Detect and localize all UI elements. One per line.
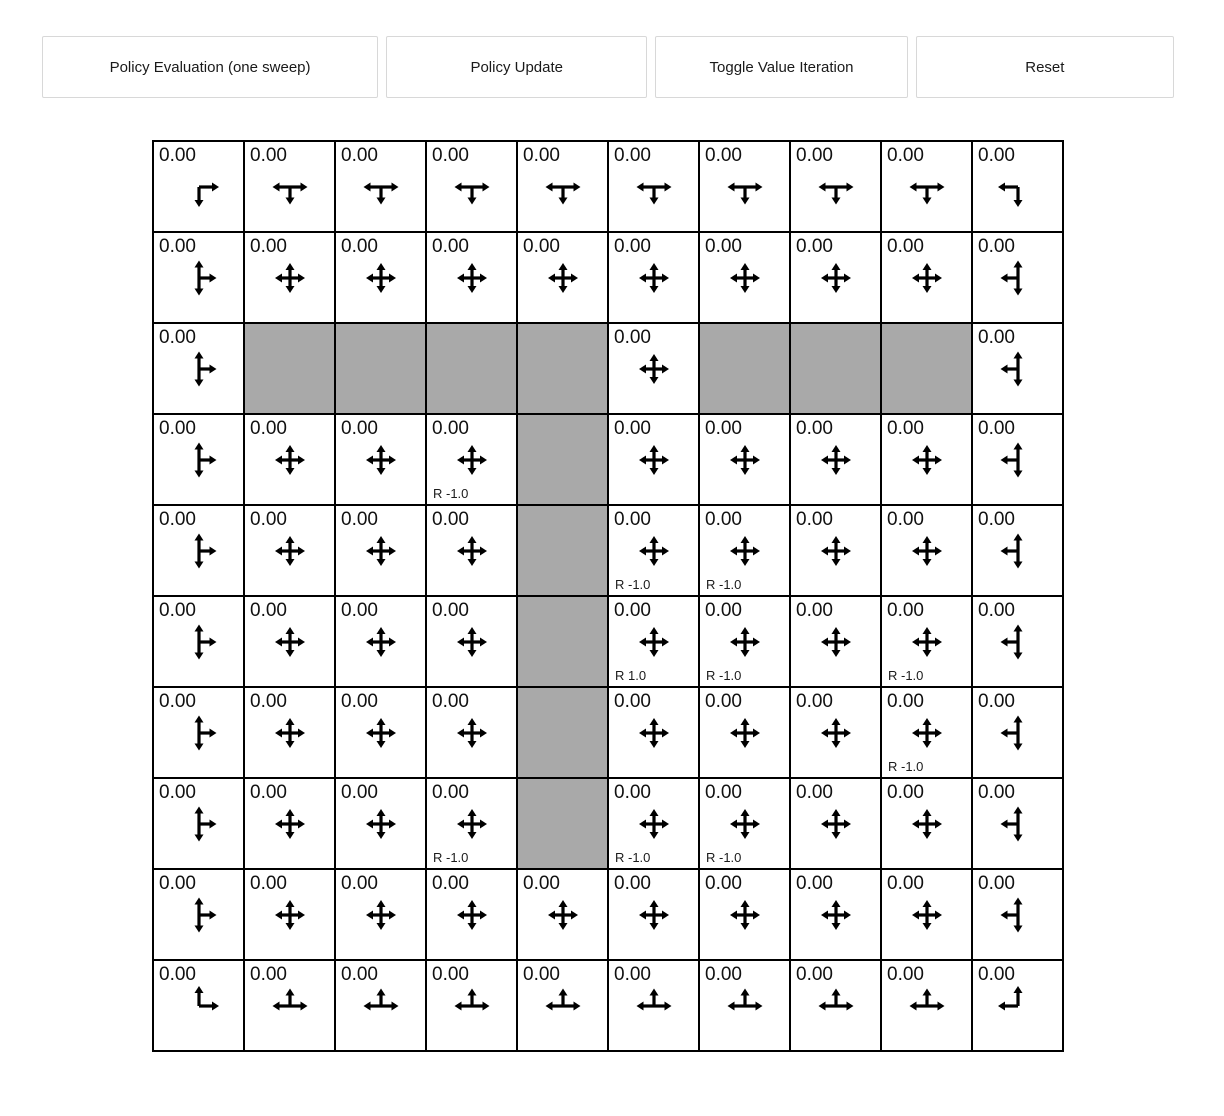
reward-label: R -1.0 [888,759,924,774]
grid-cell [154,142,243,231]
policy-arrow-icon [452,713,492,753]
policy-arrow-icon [452,531,492,571]
policy-arrow-icon [270,986,310,1026]
policy-arrow-icon [179,622,219,662]
grid-cell [882,415,971,504]
grid-cell [245,870,334,959]
policy-arrow-icon [816,895,856,935]
policy-arrow-icon [543,895,583,935]
policy-arrow-icon [452,440,492,480]
grid-cell [245,597,334,686]
wall-cell [245,324,334,413]
reward-label: R -1.0 [433,486,469,501]
state-value: 0.00 [796,145,833,166]
policy-arrow-icon [452,804,492,844]
grid-cell [700,233,789,322]
policy-update-button[interactable]: Policy Update [386,36,647,98]
policy-arrow-icon [634,258,674,298]
policy-arrow-icon [998,986,1038,1026]
grid-cell [973,597,1062,686]
grid-cell [973,324,1062,413]
state-value: 0.00 [250,782,287,803]
grid-cell [427,961,516,1050]
grid-cell [609,688,698,777]
state-value: 0.00 [432,873,469,894]
policy-arrow-icon [452,622,492,662]
grid-cell [882,506,971,595]
state-value: 0.00 [614,600,651,621]
state-value: 0.00 [978,873,1015,894]
policy-arrow-icon [907,531,947,571]
grid-cell [427,870,516,959]
state-value: 0.00 [705,418,742,439]
policy-arrow-icon [998,167,1038,207]
wall-cell [518,688,607,777]
grid-cell [427,415,516,504]
state-value: 0.00 [614,873,651,894]
state-value: 0.00 [705,236,742,257]
state-value: 0.00 [887,145,924,166]
policy-arrow-icon [998,713,1038,753]
policy-arrow-icon [179,713,219,753]
policy-arrow-icon [725,713,765,753]
state-value: 0.00 [250,600,287,621]
grid-cell [245,688,334,777]
wall-cell [700,324,789,413]
grid-cell [336,688,425,777]
grid-cell [791,870,880,959]
state-value: 0.00 [341,964,378,985]
state-value: 0.00 [705,691,742,712]
grid-cell [427,688,516,777]
grid-cell [336,779,425,868]
grid-cell [427,779,516,868]
policy-evaluation-button[interactable]: Policy Evaluation (one sweep) [42,36,378,98]
state-value: 0.00 [432,236,469,257]
state-value: 0.00 [341,236,378,257]
state-value: 0.00 [432,418,469,439]
grid-cell [700,597,789,686]
grid-cell [791,779,880,868]
policy-arrow-icon [361,895,401,935]
grid-cell [154,597,243,686]
grid-cell [973,870,1062,959]
grid-cell [518,961,607,1050]
state-value: 0.00 [523,236,560,257]
state-value: 0.00 [250,236,287,257]
grid-cell [336,506,425,595]
policy-arrow-icon [634,531,674,571]
policy-arrow-icon [179,895,219,935]
policy-arrow-icon [907,440,947,480]
toggle-value-iteration-button[interactable]: Toggle Value Iteration [655,36,907,98]
state-value: 0.00 [341,509,378,530]
state-value: 0.00 [159,600,196,621]
wall-cell [518,506,607,595]
policy-arrow-icon [452,258,492,298]
reward-label: R -1.0 [888,668,924,683]
policy-arrow-icon [270,895,310,935]
grid-cell [791,233,880,322]
grid-cell [154,324,243,413]
state-value: 0.00 [705,509,742,530]
wall-cell [518,597,607,686]
reward-label: R -1.0 [615,577,651,592]
grid-cell [245,142,334,231]
grid-cell [700,779,789,868]
state-value: 0.00 [159,327,196,348]
policy-arrow-icon [452,895,492,935]
wall-cell [427,324,516,413]
state-value: 0.00 [250,691,287,712]
state-value: 0.00 [887,691,924,712]
state-value: 0.00 [159,418,196,439]
state-value: 0.00 [432,600,469,621]
grid-cell [154,779,243,868]
grid-cell [700,870,789,959]
state-value: 0.00 [159,509,196,530]
grid-cell [791,415,880,504]
state-value: 0.00 [796,691,833,712]
state-value: 0.00 [159,964,196,985]
policy-arrow-icon [361,258,401,298]
grid-cell [973,961,1062,1050]
wall-cell [518,324,607,413]
policy-arrow-icon [907,986,947,1026]
grid-cell [336,233,425,322]
grid-cell [700,142,789,231]
state-value: 0.00 [614,782,651,803]
policy-arrow-icon [634,713,674,753]
state-value: 0.00 [978,600,1015,621]
policy-arrow-icon [179,167,219,207]
wall-cell [518,779,607,868]
grid-cell [154,415,243,504]
policy-arrow-icon [361,804,401,844]
state-value: 0.00 [341,145,378,166]
policy-arrow-icon [270,713,310,753]
state-value: 0.00 [887,509,924,530]
policy-arrow-icon [725,895,765,935]
state-value: 0.00 [705,600,742,621]
state-value: 0.00 [250,418,287,439]
policy-arrow-icon [452,986,492,1026]
grid-cell [882,961,971,1050]
policy-arrow-icon [634,895,674,935]
state-value: 0.00 [159,873,196,894]
grid-cell [245,779,334,868]
policy-arrow-icon [816,258,856,298]
reset-button[interactable]: Reset [916,36,1174,98]
state-value: 0.00 [887,873,924,894]
policy-arrow-icon [907,804,947,844]
policy-arrow-icon [543,167,583,207]
policy-arrow-icon [725,167,765,207]
policy-arrow-icon [816,440,856,480]
grid-cell [609,506,698,595]
policy-arrow-icon [361,440,401,480]
state-value: 0.00 [159,236,196,257]
policy-arrow-icon [725,622,765,662]
policy-arrow-icon [179,531,219,571]
grid-cell [336,415,425,504]
state-value: 0.00 [341,418,378,439]
policy-arrow-icon [907,622,947,662]
policy-arrow-icon [907,167,947,207]
state-value: 0.00 [614,509,651,530]
reward-label: R -1.0 [615,850,651,865]
state-value: 0.00 [705,782,742,803]
state-value: 0.00 [250,873,287,894]
grid-cell [700,688,789,777]
policy-arrow-icon [998,531,1038,571]
grid-cell [245,961,334,1050]
policy-arrow-icon [725,986,765,1026]
grid-cell [609,597,698,686]
policy-arrow-icon [361,986,401,1026]
policy-arrow-icon [452,167,492,207]
grid-cell [336,597,425,686]
state-value: 0.00 [614,236,651,257]
state-value: 0.00 [887,782,924,803]
policy-arrow-icon [816,622,856,662]
state-value: 0.00 [978,691,1015,712]
policy-arrow-icon [270,258,310,298]
grid-cell [609,961,698,1050]
state-value: 0.00 [796,236,833,257]
policy-arrow-icon [725,258,765,298]
policy-arrow-icon [816,713,856,753]
reward-label: R 1.0 [615,668,647,683]
state-value: 0.00 [432,145,469,166]
policy-arrow-icon [270,804,310,844]
toolbar [42,36,1174,98]
grid-cell [518,142,607,231]
grid-cell [609,870,698,959]
reward-label: R -1.0 [433,850,469,865]
grid-cell [154,688,243,777]
grid-cell [791,688,880,777]
policy-arrow-icon [907,258,947,298]
state-value: 0.00 [341,600,378,621]
policy-arrow-icon [998,258,1038,298]
state-value: 0.00 [614,691,651,712]
policy-arrow-icon [816,986,856,1026]
grid-cell [791,142,880,231]
policy-arrow-icon [725,804,765,844]
state-value: 0.00 [432,964,469,985]
policy-arrow-icon [634,349,674,389]
state-value: 0.00 [887,600,924,621]
grid-cell [791,961,880,1050]
policy-arrow-icon [270,622,310,662]
state-value: 0.00 [614,418,651,439]
grid-cell [882,870,971,959]
state-value: 0.00 [159,145,196,166]
policy-arrow-icon [998,440,1038,480]
grid-cell [882,688,971,777]
grid-cell [427,506,516,595]
policy-arrow-icon [361,531,401,571]
policy-arrow-icon [816,531,856,571]
wall-cell [882,324,971,413]
policy-arrow-icon [179,986,219,1026]
wall-cell [518,415,607,504]
state-value: 0.00 [432,509,469,530]
policy-arrow-icon [179,804,219,844]
policy-arrow-icon [998,804,1038,844]
state-value: 0.00 [341,782,378,803]
reward-label: R -1.0 [706,850,742,865]
state-value: 0.00 [614,964,651,985]
state-value: 0.00 [523,873,560,894]
policy-arrow-icon [543,258,583,298]
grid-cell [245,506,334,595]
policy-arrow-icon [907,713,947,753]
reward-label: R -1.0 [706,668,742,683]
state-value: 0.00 [250,145,287,166]
state-value: 0.00 [796,964,833,985]
state-value: 0.00 [978,236,1015,257]
policy-arrow-icon [270,440,310,480]
state-value: 0.00 [523,964,560,985]
state-value: 0.00 [978,964,1015,985]
grid-cell [154,870,243,959]
state-value: 0.00 [796,509,833,530]
policy-arrow-icon [725,440,765,480]
policy-arrow-icon [816,167,856,207]
policy-arrow-icon [634,804,674,844]
state-value: 0.00 [250,509,287,530]
policy-arrow-icon [270,531,310,571]
grid-cell [154,506,243,595]
state-value: 0.00 [341,691,378,712]
grid-cell [700,415,789,504]
grid-cell [336,142,425,231]
policy-arrow-icon [361,622,401,662]
policy-arrow-icon [361,713,401,753]
grid-cell [973,415,1062,504]
state-value: 0.00 [796,600,833,621]
policy-arrow-icon [907,895,947,935]
policy-arrow-icon [179,349,219,389]
state-value: 0.00 [341,873,378,894]
policy-arrow-icon [816,804,856,844]
reward-label: R -1.0 [706,577,742,592]
wall-cell [791,324,880,413]
policy-arrow-icon [543,986,583,1026]
grid-cell [973,233,1062,322]
policy-arrow-icon [179,258,219,298]
policy-arrow-icon [270,167,310,207]
state-value: 0.00 [887,418,924,439]
grid-cell [791,597,880,686]
grid-cell [973,779,1062,868]
grid-cell [518,870,607,959]
policy-arrow-icon [725,531,765,571]
state-value: 0.00 [523,145,560,166]
grid-cell [336,961,425,1050]
grid-cell [336,870,425,959]
grid-cell [609,324,698,413]
policy-arrow-icon [361,167,401,207]
policy-arrow-icon [998,622,1038,662]
grid-cell [609,779,698,868]
state-value: 0.00 [159,782,196,803]
grid-cell [518,233,607,322]
state-value: 0.00 [614,327,651,348]
state-value: 0.00 [887,964,924,985]
grid-cell [609,142,698,231]
state-value: 0.00 [978,145,1015,166]
policy-arrow-icon [998,895,1038,935]
policy-arrow-icon [634,622,674,662]
grid-cell [427,142,516,231]
grid-cell [700,506,789,595]
state-value: 0.00 [159,691,196,712]
grid-cell [154,233,243,322]
state-value: 0.00 [978,327,1015,348]
grid-cell [973,688,1062,777]
state-value: 0.00 [432,691,469,712]
policy-arrow-icon [634,440,674,480]
grid-cell [791,506,880,595]
grid-cell [245,233,334,322]
state-value: 0.00 [614,145,651,166]
grid-cell [245,415,334,504]
state-value: 0.00 [978,418,1015,439]
state-value: 0.00 [705,964,742,985]
policy-arrow-icon [998,349,1038,389]
policy-arrow-icon [634,986,674,1026]
state-value: 0.00 [887,236,924,257]
state-value: 0.00 [705,873,742,894]
state-value: 0.00 [796,873,833,894]
grid-cell [882,142,971,231]
state-value: 0.00 [978,782,1015,803]
state-value: 0.00 [432,782,469,803]
state-value: 0.00 [250,964,287,985]
state-value: 0.00 [978,509,1015,530]
grid-cell [427,597,516,686]
grid-cell [154,961,243,1050]
grid-cell [882,233,971,322]
grid-cell [427,233,516,322]
grid-cell [882,597,971,686]
grid-cell [882,779,971,868]
policy-arrow-icon [179,440,219,480]
grid-cell [609,415,698,504]
grid-cell [973,142,1062,231]
gridworld-grid [152,140,1064,1052]
state-value: 0.00 [705,145,742,166]
state-value: 0.00 [796,782,833,803]
grid-cell [609,233,698,322]
state-value: 0.00 [796,418,833,439]
grid-cell [700,961,789,1050]
wall-cell [336,324,425,413]
grid-cell [973,506,1062,595]
policy-arrow-icon [634,167,674,207]
